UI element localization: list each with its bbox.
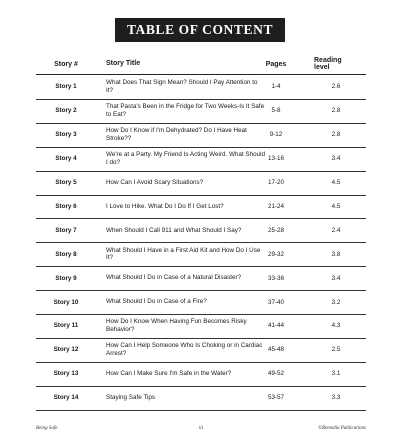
story-pages: 5-8 (271, 107, 281, 115)
story-reading-level: 3.4 (331, 274, 341, 282)
story-reading-level: 3.4 (331, 155, 341, 163)
header-reading-level: Reading level (314, 57, 342, 71)
story-pages: 9-12 (269, 131, 283, 139)
story-title: How Do I Know if I'm Dehydrated? Do I Have Heat Stroke?? (106, 127, 247, 142)
story-title: How Can I Avoid Scary Situations? (106, 178, 204, 186)
table-row (36, 386, 366, 410)
table-row (36, 242, 366, 266)
story-title: Staying Safe Tips (106, 393, 156, 401)
story-title: How Do I Know When Having Fun Becomes Risky Behavior? (106, 318, 247, 333)
story-reading-level: 2.4 (331, 226, 341, 234)
table-row (36, 147, 366, 171)
story-number: Story 3 (55, 131, 77, 139)
story-pages: 49-52 (267, 370, 285, 378)
story-pages: 53-57 (267, 394, 285, 402)
story-title: What Should I Do in Case of a Natural Disaster? (106, 274, 242, 282)
story-pages: 29-32 (267, 250, 285, 258)
story-pages: 13-16 (267, 155, 285, 163)
story-pages: 41-44 (267, 322, 285, 330)
story-number: Story 1 (55, 83, 77, 91)
page-footer (36, 426, 366, 436)
story-reading-level: 2.5 (331, 346, 341, 354)
story-number: Story 12 (53, 346, 79, 354)
story-number: Story 13 (53, 370, 79, 378)
table-row (36, 290, 366, 314)
story-title: We're at a Party. My Friend Is Acting Weird. What Should I do? (106, 151, 266, 166)
story-pages: 45-48 (267, 346, 285, 354)
story-reading-level: 4.3 (331, 322, 341, 330)
story-pages: 33-36 (267, 274, 285, 282)
header-story-title: Story Title (106, 60, 141, 68)
story-title: When Should I Call 911 and What Should I Say? (106, 226, 242, 234)
table-row (36, 99, 366, 123)
story-title: How Can I Make Sure I'm Safe in the Water? (106, 369, 232, 377)
story-title: What Does That Sign Mean? Should I Pay Attention to It? (106, 79, 258, 94)
story-pages: 21-24 (267, 202, 285, 210)
story-reading-level: 2.8 (331, 131, 341, 139)
story-number: Story 2 (55, 107, 77, 115)
row-divider (36, 410, 366, 411)
table-row (36, 123, 366, 147)
page-title: TABLE OF CONTENT (115, 18, 285, 42)
story-reading-level: 3.2 (331, 298, 341, 306)
header-pages: Pages (265, 60, 287, 68)
footer-page-number: iii (198, 426, 204, 431)
table-header (36, 54, 366, 74)
table-row (36, 218, 366, 242)
story-title: What Should I Have in a First Aid Kit and How Do I Use It? (106, 246, 261, 262)
table-row (36, 314, 366, 338)
story-title: How Can I Help Someone Who Is Choking or in Cardiac Arrest? (106, 342, 263, 357)
story-number: Story 10 (53, 298, 79, 306)
header-story-number: Story # (54, 60, 78, 68)
story-reading-level: 2.6 (331, 83, 341, 91)
story-reading-level: 3.1 (331, 370, 341, 378)
table-row (36, 75, 366, 99)
story-number: Story 8 (55, 250, 77, 258)
footer-publisher: ©Remedia Publications (318, 426, 366, 431)
story-title: That Pasta's Been in the Fridge for Two Weeks-Is It Safe to Eat? (106, 103, 265, 118)
table-row (36, 338, 366, 362)
table-row (36, 362, 366, 386)
story-number: Story 14 (53, 394, 79, 402)
story-pages: 1-4 (271, 83, 281, 91)
story-pages: 25-28 (267, 226, 285, 234)
story-reading-level: 3.8 (331, 250, 341, 258)
story-reading-level: 4.5 (331, 179, 341, 187)
story-title: What Should I Do in Case of a Fire? (106, 298, 207, 306)
footer-book-title: Being Safe (36, 426, 58, 431)
story-number: Story 4 (55, 155, 77, 163)
story-reading-level: 3.3 (331, 394, 341, 402)
story-number: Story 7 (55, 226, 77, 234)
story-number: Story 9 (55, 274, 77, 282)
table-row (36, 195, 366, 219)
story-title: I Love to Hike. What Do I Do If I Get Lost? (106, 202, 224, 210)
story-number: Story 11 (53, 322, 79, 330)
table-row (36, 171, 366, 195)
story-number: Story 6 (55, 202, 77, 210)
story-number: Story 5 (55, 179, 77, 187)
table-row (36, 266, 366, 290)
story-reading-level: 4.5 (331, 202, 341, 210)
story-pages: 17-20 (267, 179, 285, 187)
story-pages: 37-40 (267, 298, 285, 306)
story-reading-level: 2.8 (331, 107, 341, 115)
